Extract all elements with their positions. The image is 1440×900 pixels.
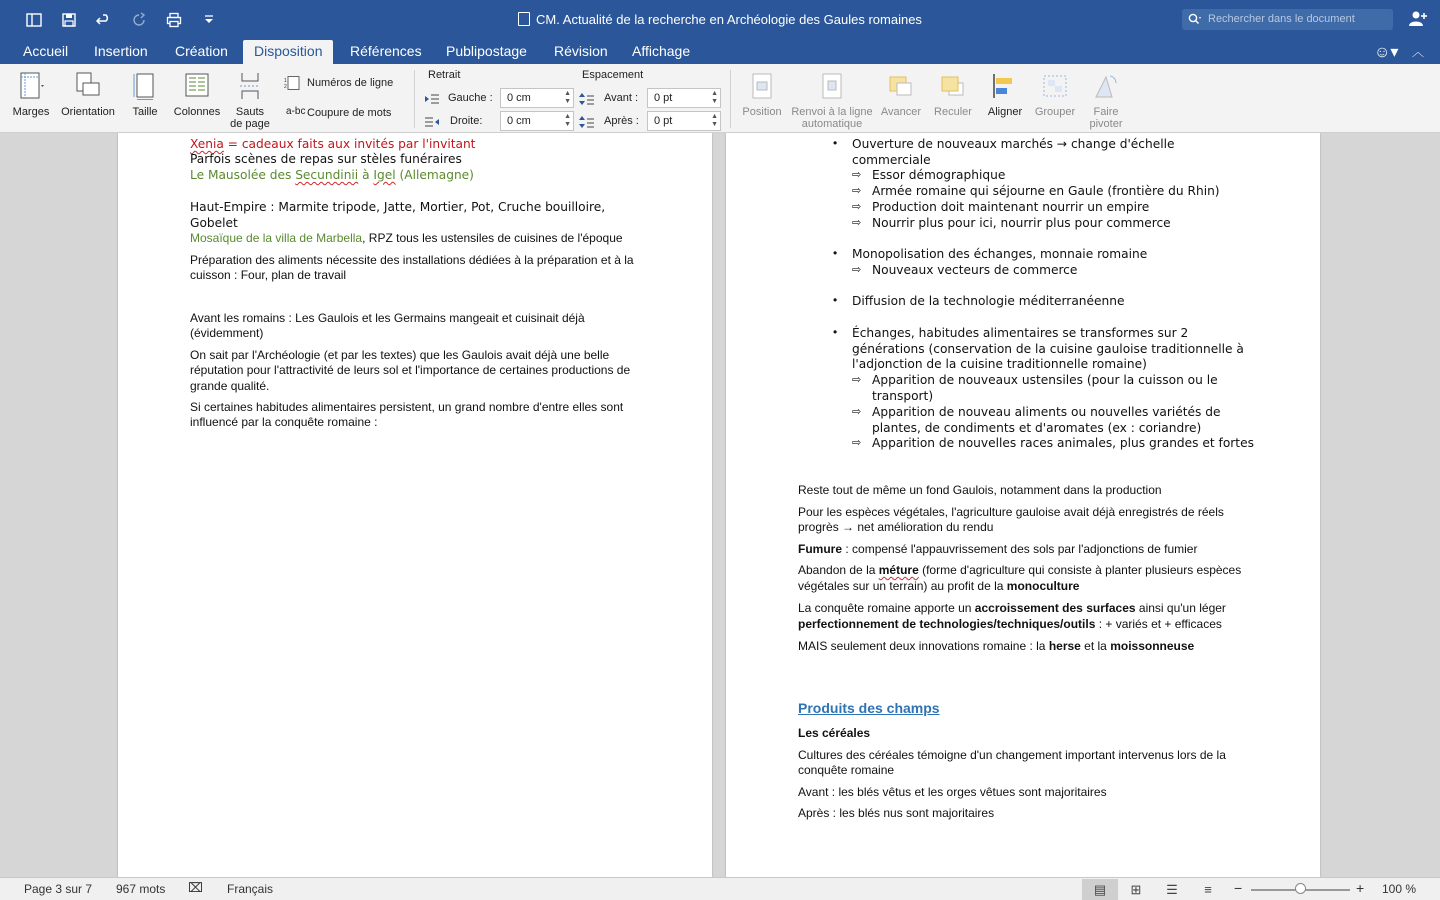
arrow-bullet-icon: ⇨ <box>852 264 862 276</box>
text-line <box>190 231 623 245</box>
orientation-icon <box>73 70 103 102</box>
arrow-bullet-icon: ⇨ <box>852 374 862 386</box>
page-break-icon <box>235 70 265 102</box>
ribbon-tabs <box>0 40 1440 64</box>
group-button[interactable] <box>1032 70 1078 118</box>
rotate-label-2: pivoter <box>1089 118 1123 130</box>
text-line: Haut-Empire : Marmite tripode, Jatte, Mortier, Pot, Cruche bouilloire, <box>190 200 606 214</box>
text-line: Si certaines habitudes alimentaires persistent, un grand nombre d'entre elles sont <box>190 400 624 414</box>
indent-right-value: 0 cm <box>507 115 531 127</box>
text-line <box>798 617 1222 631</box>
bring-forward-button[interactable] <box>878 70 924 118</box>
text-line <box>798 563 1241 577</box>
word-count[interactable]: 967 mots <box>116 882 166 896</box>
indent-right-label: Droite: <box>450 115 483 127</box>
tab-affichage[interactable]: Affichage <box>632 43 691 59</box>
text-line: Pour les espèces végétales, l'agriculture gauloise avait déjà enregistrés de réels <box>798 505 1224 519</box>
text-line: Ouverture de nouveaux marchés → change d'échelle <box>852 137 1175 151</box>
breaks-label-2: de page <box>230 118 270 130</box>
text-line: (évidemment) <box>190 326 264 340</box>
wrap-text-icon <box>817 70 847 102</box>
indent-right-icon <box>424 115 440 129</box>
text-line: Avant : les blés vêtus et les orges vêtues sont majoritaires <box>798 785 1107 799</box>
tab-creation[interactable]: Création <box>175 43 228 59</box>
text-line: transport) <box>872 389 934 403</box>
bullet-icon: • <box>833 325 838 339</box>
outline-view-icon[interactable]: ☰ <box>1166 881 1178 897</box>
indent-right-field[interactable] <box>500 111 574 131</box>
status-bar <box>0 877 1440 900</box>
text-run: Mosaïque de la villa de Marbella <box>190 231 363 245</box>
indent-left-stepper-icon[interactable]: ▲ ▼ <box>564 90 571 105</box>
text-run: méture <box>878 563 919 577</box>
send-backward-button[interactable] <box>930 70 976 118</box>
tab-revision[interactable]: Révision <box>554 43 608 59</box>
rotate-button[interactable] <box>1084 70 1128 130</box>
text-run: herse <box>1048 639 1081 653</box>
text-line <box>798 601 1226 615</box>
text-line: Monopolisation des échanges, monnaie romaine <box>852 247 1148 261</box>
text-run: végétales sur un terrain) au profit de la <box>798 579 1007 593</box>
ribbon-separator <box>730 70 731 128</box>
line-numbers-button[interactable]: Numéros de ligne <box>307 77 394 89</box>
text-line: Avant les romains : Les Gaulois et les Germains mangeait et cuisinait déjà <box>190 311 585 325</box>
indent-left-icon <box>424 92 440 106</box>
arrow-bullet-icon: ⇨ <box>852 201 862 213</box>
indent-left-field[interactable] <box>500 88 574 108</box>
wrap-text-label-2: automatique <box>801 118 863 130</box>
text-line: cuisson : Four, plan de travail <box>190 268 347 282</box>
text-line: On sait par l'Archéologie (et par les textes) que les Gaulois avait déjà une belle <box>190 348 610 362</box>
text-run: ainsi qu'un léger <box>1135 601 1226 615</box>
text-run: perfectionnement de technologies/techniques/outils <box>798 617 1096 631</box>
arrow-bullet-icon: ⇨ <box>852 169 862 181</box>
text-line <box>798 639 1194 653</box>
text-line: l'adjonction de la cuisine traditionnelle romaine) <box>852 357 1147 371</box>
text-run: La conquête romaine apporte un <box>798 601 975 615</box>
size-label: Taille <box>132 106 158 118</box>
bullet-icon: • <box>833 136 838 150</box>
align-icon <box>990 70 1020 102</box>
line-numbers-icon <box>284 76 300 90</box>
spacing-group-label: Espacement <box>582 69 644 81</box>
text-line: influencé par la conquête romaine : <box>190 415 378 429</box>
hyphenation-icon: a-bc <box>286 106 306 117</box>
xenia-word: Xenia <box>190 137 224 151</box>
text-line: Échanges, habitudes alimentaires se transformes sur 2 <box>852 326 1189 340</box>
rotate-label: Faire <box>1093 106 1119 118</box>
search-input[interactable] <box>1182 9 1393 30</box>
text-run: et la <box>1080 639 1111 653</box>
group-label: Grouper <box>1034 106 1076 118</box>
text-run: (forme d'agriculture qui consiste à planter plusieurs espèces <box>918 563 1242 577</box>
text-line: Production doit maintenant nourrir un empire <box>872 200 1150 214</box>
text-run: accroissement des surfaces <box>974 601 1136 615</box>
text-run: (Allemagne) <box>395 168 474 182</box>
text-line <box>798 542 1197 556</box>
send-backward-icon <box>938 70 968 102</box>
text-line <box>190 137 475 151</box>
heading-produits-des-champs: Produits des champs <box>798 700 940 716</box>
indent-right-stepper-icon[interactable]: ▲ ▼ <box>564 113 571 128</box>
text-line: Nourrir plus pour ici, nourrir plus pour commerce <box>872 216 1171 230</box>
ribbon-separator <box>414 70 415 128</box>
text-line: Cultures des céréales témoigne d'un changement important intervenus lors de la <box>798 748 1226 762</box>
text-line: Reste tout de même un fond Gaulois, notamment dans la production <box>798 483 1162 497</box>
spacing-before-icon <box>579 92 595 106</box>
page-size-icon <box>130 70 160 102</box>
text-run: Le Mausolée des <box>190 168 296 182</box>
spacing-before-stepper-icon[interactable]: ▲ ▼ <box>711 90 718 105</box>
document-area[interactable] <box>0 133 1440 877</box>
text-run: Fumure <box>798 542 843 556</box>
text-line: Apparition de nouveaux ustensiles (pour la cuisson ou le <box>872 373 1218 387</box>
tab-publipostage[interactable]: Publipostage <box>446 43 527 59</box>
text-run: = cadeaux faits aux invités par l'invitant <box>223 137 476 151</box>
text-line: Armée romaine qui séjourne en Gaule (frontière du Rhin) <box>872 184 1220 198</box>
text-run: Secundinii <box>295 168 359 182</box>
columns-icon <box>182 70 212 102</box>
margins-button[interactable] <box>10 70 52 118</box>
breaks-button[interactable] <box>226 70 274 130</box>
tab-references[interactable]: Références <box>350 43 422 59</box>
breaks-label: Sauts <box>235 106 265 118</box>
subheading-cereales: Les céréales <box>798 726 871 740</box>
text-line: plantes, de condiments et d'aromates (ex : coriandre) <box>872 421 1202 435</box>
feedback-smiley-icon[interactable]: ☺▾ <box>1374 44 1399 61</box>
text-line: Apparition de nouvelles races animales, plus grandes et fortes <box>872 436 1254 450</box>
draft-view-icon[interactable]: ≡ <box>1204 882 1212 897</box>
text-line <box>190 168 474 182</box>
word-document-icon <box>518 12 530 26</box>
page-3[interactable] <box>118 133 712 877</box>
text-line: Apparition de nouveau aliments ou nouvelles variétés de <box>872 405 1221 419</box>
indent-left-label: Gauche : <box>448 92 493 104</box>
text-line: conquête romaine <box>798 763 895 777</box>
page-count[interactable]: Page 3 sur 7 <box>24 882 93 896</box>
tab-disposition[interactable]: Disposition <box>243 40 333 64</box>
text-line: Parfois scènes de repas sur stèles funéraires <box>190 152 462 166</box>
tab-accueil[interactable]: Accueil <box>23 43 69 59</box>
collapse-ribbon-icon[interactable]: ︿ <box>1412 45 1425 59</box>
position-icon <box>747 70 777 102</box>
zoom-in-icon[interactable]: + <box>1356 880 1365 896</box>
zoom-level[interactable]: 100 % <box>1382 882 1417 896</box>
text-run: , RPZ tous les ustensiles de cuisines de l'époque <box>362 231 623 245</box>
group-icon <box>1040 70 1070 102</box>
text-line: commerciale <box>852 153 931 167</box>
proofing-icon[interactable]: ⌧ <box>188 880 203 895</box>
arrow-bullet-icon: ⇨ <box>852 185 862 197</box>
text-run: MAIS seulement deux innovations romaine : la <box>798 639 1049 653</box>
print-layout-view-icon[interactable]: ▤ <box>1082 879 1118 900</box>
bring-forward-label: Avancer <box>880 106 922 118</box>
text-run: Igel <box>373 168 396 182</box>
svg-text:2: 2 <box>284 84 287 90</box>
spacing-after-label: Après : <box>604 115 639 127</box>
svg-text:1: 1 <box>284 78 287 84</box>
text-line: Après : les blés nus sont majoritaires <box>798 806 995 820</box>
wrap-text-button[interactable] <box>790 70 874 130</box>
bullet-icon: • <box>833 246 838 260</box>
arrow-bullet-icon: ⇨ <box>852 437 862 449</box>
zoom-out-icon[interactable]: − <box>1234 880 1243 896</box>
spacing-after-stepper-icon[interactable]: ▲ ▼ <box>711 113 718 128</box>
text-line: Gobelet <box>190 216 238 230</box>
ribbon <box>0 64 1440 133</box>
orientation-button[interactable] <box>58 70 118 118</box>
columns-button[interactable] <box>170 70 224 118</box>
arrow-bullet-icon: ⇨ <box>852 217 862 229</box>
search-placeholder: Rechercher dans le document <box>1208 13 1355 25</box>
columns-label: Colonnes <box>173 106 221 118</box>
bullet-icon: • <box>833 293 838 307</box>
text-run: : + variés et + efficaces <box>1095 617 1222 631</box>
bring-forward-icon <box>886 70 916 102</box>
language[interactable]: Français <box>227 882 274 896</box>
indent-left-value: 0 cm <box>507 92 531 104</box>
position-label: Position <box>742 106 782 118</box>
document-title-text: CM. Actualité de la recherche en Archéologie des Gaules romaines <box>536 12 922 27</box>
align-button[interactable] <box>984 70 1026 118</box>
text-line: Diffusion de la technologie méditerranéenne <box>852 294 1125 308</box>
text-line: réputation pour l'attractivité de leurs sol et l'importance de certaines productions de <box>190 363 631 377</box>
align-label: Aligner <box>987 106 1023 118</box>
text-line: Essor démographique <box>872 168 1006 182</box>
spacing-before-field[interactable] <box>647 88 721 108</box>
title-bar <box>0 0 1440 40</box>
indent-group-label: Retrait <box>428 69 461 81</box>
page-4[interactable] <box>726 133 1320 877</box>
wrap-text-label: Renvoi à la ligne <box>791 106 873 118</box>
text-run: monoculture <box>1006 579 1080 593</box>
text-line: générations (conservation de la cuisine gauloise traditionnelle à <box>852 342 1244 356</box>
text-line: grande qualité. <box>190 379 270 393</box>
search-icon <box>1188 13 1202 25</box>
hyphenation-button[interactable]: Coupure de mots <box>307 107 392 119</box>
spacing-before-value: 0 pt <box>654 92 673 104</box>
orientation-label: Orientation <box>61 106 115 118</box>
position-button[interactable] <box>740 70 784 118</box>
zoom-slider-handle[interactable] <box>1295 883 1306 894</box>
margins-icon <box>16 70 46 102</box>
tab-insertion[interactable]: Insertion <box>94 43 148 59</box>
spacing-after-icon <box>579 115 595 129</box>
send-backward-label: Reculer <box>934 106 972 118</box>
text-line: progrès → net amélioration du rendu <box>798 520 994 534</box>
text-line <box>798 579 1079 593</box>
text-line: Préparation des aliments nécessite des installations dédiées à la préparation et à la <box>190 253 634 267</box>
text-run: Abandon de la <box>798 563 879 577</box>
size-button[interactable] <box>128 70 162 118</box>
spacing-before-label: Avant : <box>604 92 639 104</box>
spacing-after-field[interactable] <box>647 111 721 131</box>
margins-label: Marges <box>12 106 50 118</box>
text-run: à <box>358 168 374 182</box>
text-run: : compensé l'appauvrissement des sols par l'adjonctions de fumier <box>842 542 1198 556</box>
text-run: moissonneuse <box>1110 639 1195 653</box>
share-icon[interactable] <box>1408 10 1428 28</box>
web-layout-view-icon[interactable]: ⊞ <box>1130 881 1142 897</box>
arrow-bullet-icon: ⇨ <box>852 406 862 418</box>
spacing-after-value: 0 pt <box>654 115 673 127</box>
text-line: Nouveaux vecteurs de commerce <box>872 263 1078 277</box>
rotate-icon <box>1091 70 1121 102</box>
